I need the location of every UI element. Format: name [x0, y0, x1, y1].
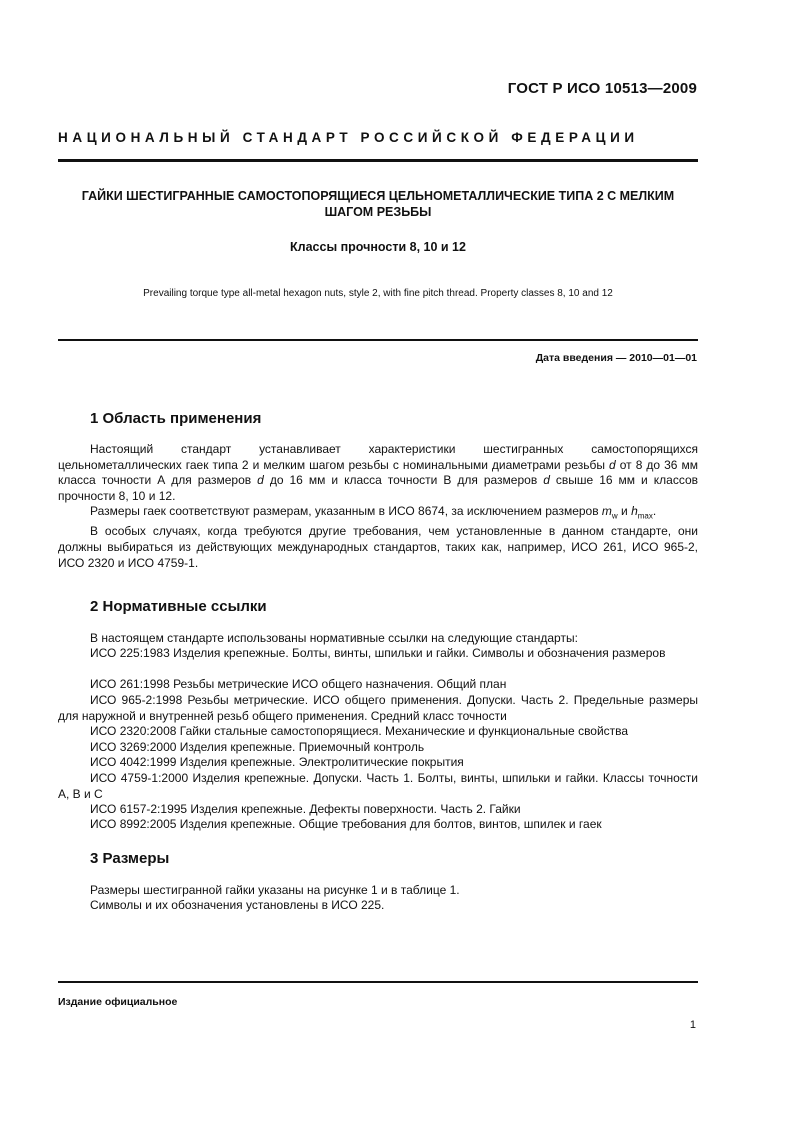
reference-item: ИСО 4042:1999 Изделия крепежные. Электролитические покрытия — [90, 755, 464, 769]
section-3-paragraph-1: Размеры шестигранной гайки указаны на рисунке 1 и в таблице 1. — [90, 883, 460, 897]
document-title — [58, 188, 698, 220]
section-1-heading: 1 Область применения — [90, 410, 262, 427]
document-subtitle: Классы прочности 8, 10 и 12 — [290, 240, 466, 254]
section-1-paragraph-1: Настоящий стандарт устанавливает характеристики шестигранных самостопорящихся цельнометаллических гаек типа 2 и мелким шагом резьбы с номинальными диаметрами резьбы d от 8 до 36 мм класса точности А для размеров d до 16 мм и класса точности В для размеров d свыше 16 мм и классов прочности 8, 10 и 12. — [58, 442, 698, 503]
reference-item: ИСО 6157-2:1995 Изделия крепежные. Дефекты поверхности. Часть 2. Гайки — [90, 802, 521, 816]
reference-item: ИСО 225:1983 Изделия крепежные. Болты, винты, шпильки и гайки. Символы и обозначения размеров — [90, 646, 666, 660]
reference-item: ИСО 3269:2000 Изделия крепежные. Приемочный контроль — [90, 740, 425, 754]
section-1-paragraph-3: В особых случаях, когда требуются другие требования, чем установленные в данном стандарте, они должны выбираться из действующих международных стандартов, таких как, например, ИСО 261, ИСО 965-2, ИСО 2320 и ИСО 4759-1. — [58, 524, 698, 570]
section-3-paragraph-2: Символы и их обозначения установлены в ИСО 225. — [90, 898, 385, 912]
title-rule — [58, 339, 698, 341]
reference-item: ИСО 2320:2008 Гайки стальные самостопорящиеся. Механические и функциональные свойства — [90, 724, 629, 738]
section-2-intro: В настоящем стандарте использованы нормативные ссылки на следующие стандарты: — [90, 631, 578, 645]
document-title-line2: ШАГОМ РЕЗЬБЫ — [324, 205, 432, 219]
official-edition-label: Издание официальное — [58, 996, 178, 1008]
footer-rule — [58, 981, 698, 983]
header-rule — [58, 159, 698, 162]
reference-item: ИСО 261:1998 Резьбы метрические ИСО общего назначения. Общий план — [90, 677, 507, 691]
page-number: 1 — [689, 1019, 696, 1031]
section-2-heading: 2 Нормативные ссылки — [90, 598, 267, 615]
section-1-body — [58, 442, 698, 571]
document-title-line1: ГАЙКИ ШЕСТИГРАННЫЕ САМОСТОПОРЯЩИЕСЯ ЦЕЛЬНОМЕТАЛЛИЧЕСКИЕ ТИПА 2 С МЕЛКИМ — [81, 189, 675, 203]
reference-item: ИСО 8992:2005 Изделия крепежные. Общие требования для болтов, винтов, шпилек и гаек — [90, 817, 602, 831]
section-1-paragraph-2: Размеры гаек соответствуют размерам, указанным в ИСО 8674, за исключением размеров $m_w$ и $h_{max}$. — [90, 504, 657, 521]
reference-item: ИСО 965-2:1998 Резьбы метрические. ИСО общего применения. Допуски. Часть 2. Предельные размеры для наружной и внутренней резьб общего применения. Средний класс точности — [58, 693, 698, 723]
section-3-heading: 3 Размеры — [90, 850, 170, 867]
standard-number: ГОСТ Р ИСО 10513—2009 — [507, 80, 697, 97]
reference-item: ИСО 4759-1:2000 Изделия крепежные. Допуски. Часть 1. Болты, винты, шпильки и гайки. Классы точности А, В и С — [58, 771, 698, 801]
introduction-date: Дата введения — 2010—01—01 — [535, 352, 697, 364]
english-title: Prevailing torque type all-metal hexagon nuts, style 2, with fine pitch thread. Property classes 8, 10 and 12 — [143, 288, 613, 299]
national-standard-heading: НАЦИОНАЛЬНЫЙ СТАНДАРТ РОССИЙСКОЙ ФЕДЕРАЦИИ — [58, 130, 639, 145]
